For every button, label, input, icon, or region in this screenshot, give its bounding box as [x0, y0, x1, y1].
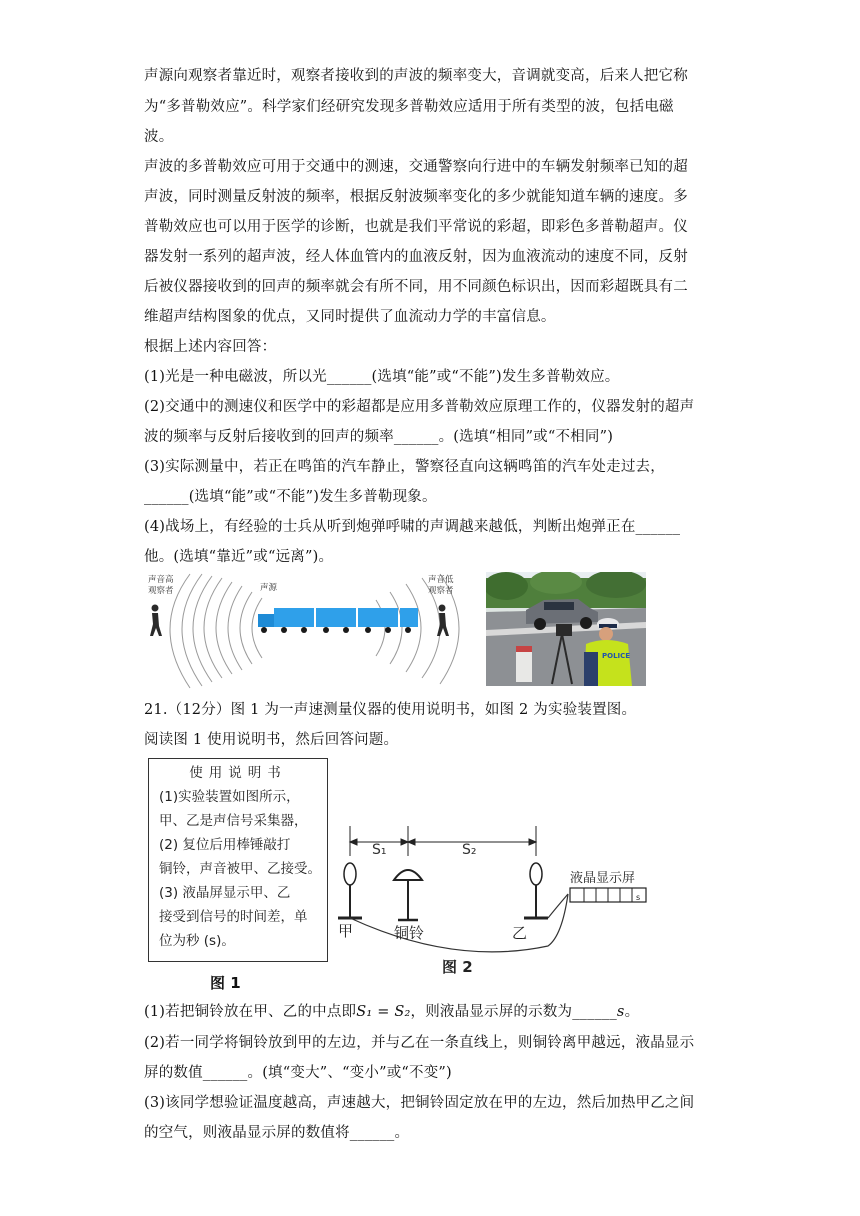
paragraph-line: 器发射一系列的超声波，经人体血管内的血液反射，因为血液流动的速度不同，反射	[144, 249, 688, 265]
bell-icon	[394, 870, 422, 920]
lcd-label: 液晶显示屏	[570, 871, 636, 886]
observer-high-label-2: 观察者	[148, 586, 174, 596]
question-line: (3)实际测量中，若正在鸣笛的汽车静止，警察径直向这辆鸣笛的汽车处走过去，	[144, 459, 665, 475]
q1-text-2: ，则液晶显示屏的示数为______	[410, 1004, 617, 1020]
q1-text: (1)若把铜铃放在甲、乙的中点即	[144, 1004, 357, 1020]
q21-question-1	[144, 1002, 639, 1022]
observer-low-label-2: 观察者	[428, 586, 454, 596]
paragraph-line: 声源向观察者靠近时，观察者接收到的声波的频率变大，音调就变高，后来人把它称	[144, 68, 688, 84]
speed-of-sound-figures	[144, 756, 664, 996]
figure-2-caption: 图 2	[442, 958, 473, 976]
observer-high-label-1: 声音高	[148, 575, 174, 585]
police-vest-text: POLICE	[602, 652, 631, 660]
q1-unit: s	[616, 1004, 625, 1020]
lcd-screen	[570, 888, 646, 902]
collector-jia-icon	[338, 863, 362, 918]
manual-line: 铜铃，声音被甲、乙接受。	[159, 861, 321, 877]
yi-label: 乙	[512, 924, 528, 942]
manual-line: (1)实验装置如图所示，	[159, 789, 300, 805]
jia-label: 甲	[338, 922, 354, 940]
question-line: 波的频率与反射后接收到的回声的频率______。(选填“相同”或“不相同”)	[144, 429, 614, 445]
question-line: ______(选填“能”或“不能”)发生多普勒现象。	[144, 489, 437, 505]
q21-instruction: 阅读图 1 使用说明书，然后回答问题。	[144, 732, 399, 748]
q21-question-3a: (3)该同学想验证温度越高，声速越大，把铜铃固定放在甲的左边，然后加热甲乙之间	[144, 1095, 695, 1111]
paragraph-line: 普勒效应也可以用于医学的诊断，也就是我们平常说的彩超，即彩色多普勒超声。仪	[144, 219, 688, 235]
paragraph-line: 声波的多普勒效应可用于交通中的测速，交通警察向行进中的车辆发射频率已知的超	[144, 159, 688, 175]
manual-line: (2) 复位后用棒锤敲打	[159, 837, 291, 853]
q21-question-2a: (2)若一同学将铜铃放到甲的左边，并与乙在一条直线上，则铜铃离甲越远，液晶显示	[144, 1035, 695, 1051]
s1-label: S₁	[372, 842, 387, 858]
question-line: 他。(选填“靠近”或“远离”)。	[144, 549, 334, 565]
source-label: 声源	[260, 583, 278, 593]
truck-icon	[258, 608, 418, 633]
observer-low-label-1: 声音低	[428, 575, 454, 585]
collector-yi-icon	[524, 863, 548, 918]
doppler-figure-row	[144, 568, 650, 690]
observer-left-icon	[150, 605, 162, 637]
manual-line: 位为秒 (s)。	[159, 933, 235, 949]
question-line: (2)交通中的测速仪和医学中的彩超都是应用多普勒效应原理工作的，仪器发射的超声	[144, 399, 695, 415]
instruction-manual-box	[148, 758, 328, 962]
s2-label: S₂	[462, 842, 477, 858]
paragraph-line: 为“多普勒效应”。科学家们经研究发现多普勒效应适用于所有类型的波，包括电磁	[144, 99, 674, 115]
q21-question-3b: 的空气，则液晶显示屏的数值将______。	[144, 1125, 410, 1141]
q1-equation: S₁ = S₂	[356, 1004, 411, 1020]
manual-line: 接受到信号的时间差，单	[159, 909, 308, 925]
lcd-unit: s	[636, 893, 641, 902]
question-line: (4)战场上，有经验的士兵从听到炮弹呼啸的声调越来越低，判断出炮弹正在______	[144, 519, 681, 535]
manual-title: 使用说明书	[189, 765, 287, 781]
manual-line: 甲、乙是声信号采集器，	[159, 813, 308, 829]
paragraph-line: 波。	[144, 129, 174, 145]
observer-right-icon	[437, 605, 449, 637]
police-radar-photo	[486, 572, 646, 686]
paragraph-line: 根据上述内容回答：	[144, 339, 277, 355]
paragraph-line: 维超声结构图象的优点，又同时提供了血流动力学的丰富信息。	[144, 309, 556, 325]
manual-line: (3) 液晶屏显示甲、乙	[159, 885, 291, 901]
paragraph-line: 声波，同时测量反射波的频率，根据反射波频率变化的多少就能知道车辆的速度。多	[144, 189, 688, 205]
question-line: (1)光是一种电磁波，所以光______(选填“能”或“不能”)发生多普勒效应。	[144, 369, 620, 385]
paragraph-line: 后被仪器接收到的回声的频率就会有所不同，用不同颜色标识出，因而彩超既具有二	[144, 279, 688, 295]
q21-intro: 21.（12分）图 1 为一声速测量仪器的使用说明书，如图 2 为实验装置图。	[144, 702, 637, 718]
figure-1-caption: 图 1	[210, 974, 241, 992]
q1-end: 。	[624, 1004, 640, 1020]
doppler-diagram	[144, 568, 484, 690]
experiment-apparatus-diagram	[334, 816, 664, 996]
bell-label: 铜铃	[394, 924, 425, 942]
q21-question-2b: 屏的数值______。(填“变大”、“变小”或“不变”)	[144, 1065, 452, 1081]
